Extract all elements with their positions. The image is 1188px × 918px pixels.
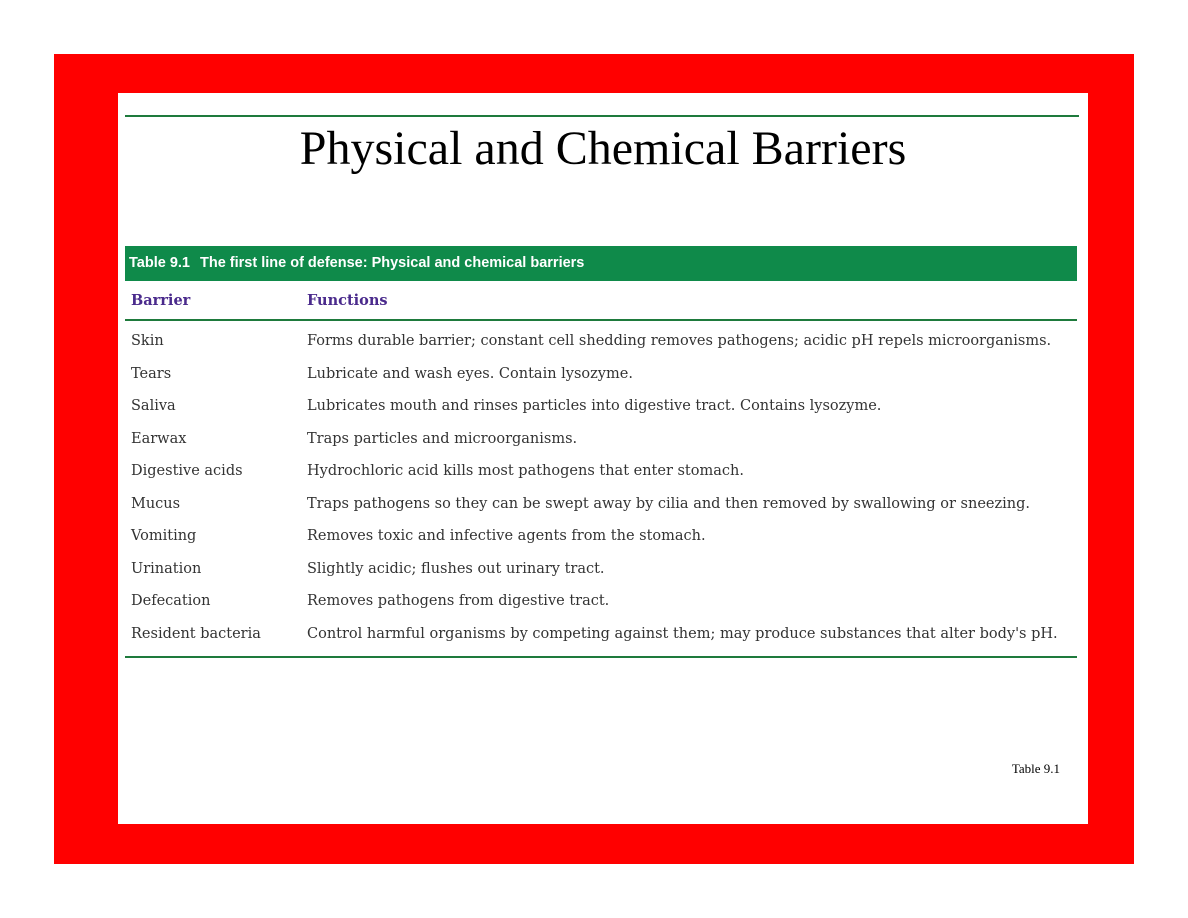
function-cell: Control harmful organisms by competing against them; may produce substances that alter body's pH. xyxy=(307,625,1058,642)
slide-content xyxy=(118,93,1088,824)
barrier-cell: Vomiting xyxy=(131,528,197,545)
slide-title: Physical and Chemical Barriers xyxy=(299,122,907,175)
function-cell: Traps particles and microorganisms. xyxy=(307,430,578,447)
table-row xyxy=(125,520,1077,553)
barrier-cell: Skin xyxy=(131,333,164,350)
table-row xyxy=(125,423,1077,456)
table-row xyxy=(125,455,1077,488)
barrier-cell: Earwax xyxy=(131,430,187,447)
function-cell: Traps pathogens so they can be swept away by cilia and then removed by swallowing or sneezing. xyxy=(307,495,1030,512)
table-caption-number: Table 9.1 xyxy=(129,255,190,271)
barrier-cell: Resident bacteria xyxy=(131,625,261,642)
header-functions: Functions xyxy=(307,291,388,309)
table-row xyxy=(125,585,1077,618)
function-cell: Hydrochloric acid kills most pathogens that enter stomach. xyxy=(307,463,744,480)
table-row xyxy=(125,488,1077,521)
barrier-cell: Mucus xyxy=(131,495,181,512)
table-row xyxy=(125,390,1077,423)
header-barrier: Barrier xyxy=(131,291,191,309)
barrier-cell: Defecation xyxy=(131,593,211,610)
function-cell: Forms durable barrier; constant cell shedding removes pathogens; acidic pH repels microorganisms. xyxy=(307,333,1052,350)
table-row xyxy=(125,325,1077,358)
footer-table-label: Table 9.1 xyxy=(1011,761,1060,776)
table-row xyxy=(125,618,1077,651)
function-cell: Removes toxic and infective agents from the stomach. xyxy=(307,528,706,545)
top-divider xyxy=(125,115,1079,117)
table-body xyxy=(125,321,1077,658)
function-cell: Removes pathogens from digestive tract. xyxy=(307,593,610,610)
table-caption-text: The first line of defense: Physical and chemical barriers xyxy=(199,255,585,271)
barriers-table xyxy=(125,246,1077,658)
barrier-cell: Urination xyxy=(131,560,202,577)
table-row xyxy=(125,358,1077,391)
barrier-cell: Digestive acids xyxy=(131,463,243,480)
barrier-cell: Tears xyxy=(131,365,172,382)
table-caption xyxy=(125,246,1077,281)
function-cell: Lubricates mouth and rinses particles into digestive tract. Contains lysozyme. xyxy=(307,398,882,415)
function-cell: Slightly acidic; flushes out urinary tract. xyxy=(307,560,605,577)
table-row xyxy=(125,553,1077,586)
barrier-cell: Saliva xyxy=(131,398,176,415)
function-cell: Lubricate and wash eyes. Contain lysozyme. xyxy=(307,365,633,382)
table-header-row xyxy=(125,281,1077,321)
